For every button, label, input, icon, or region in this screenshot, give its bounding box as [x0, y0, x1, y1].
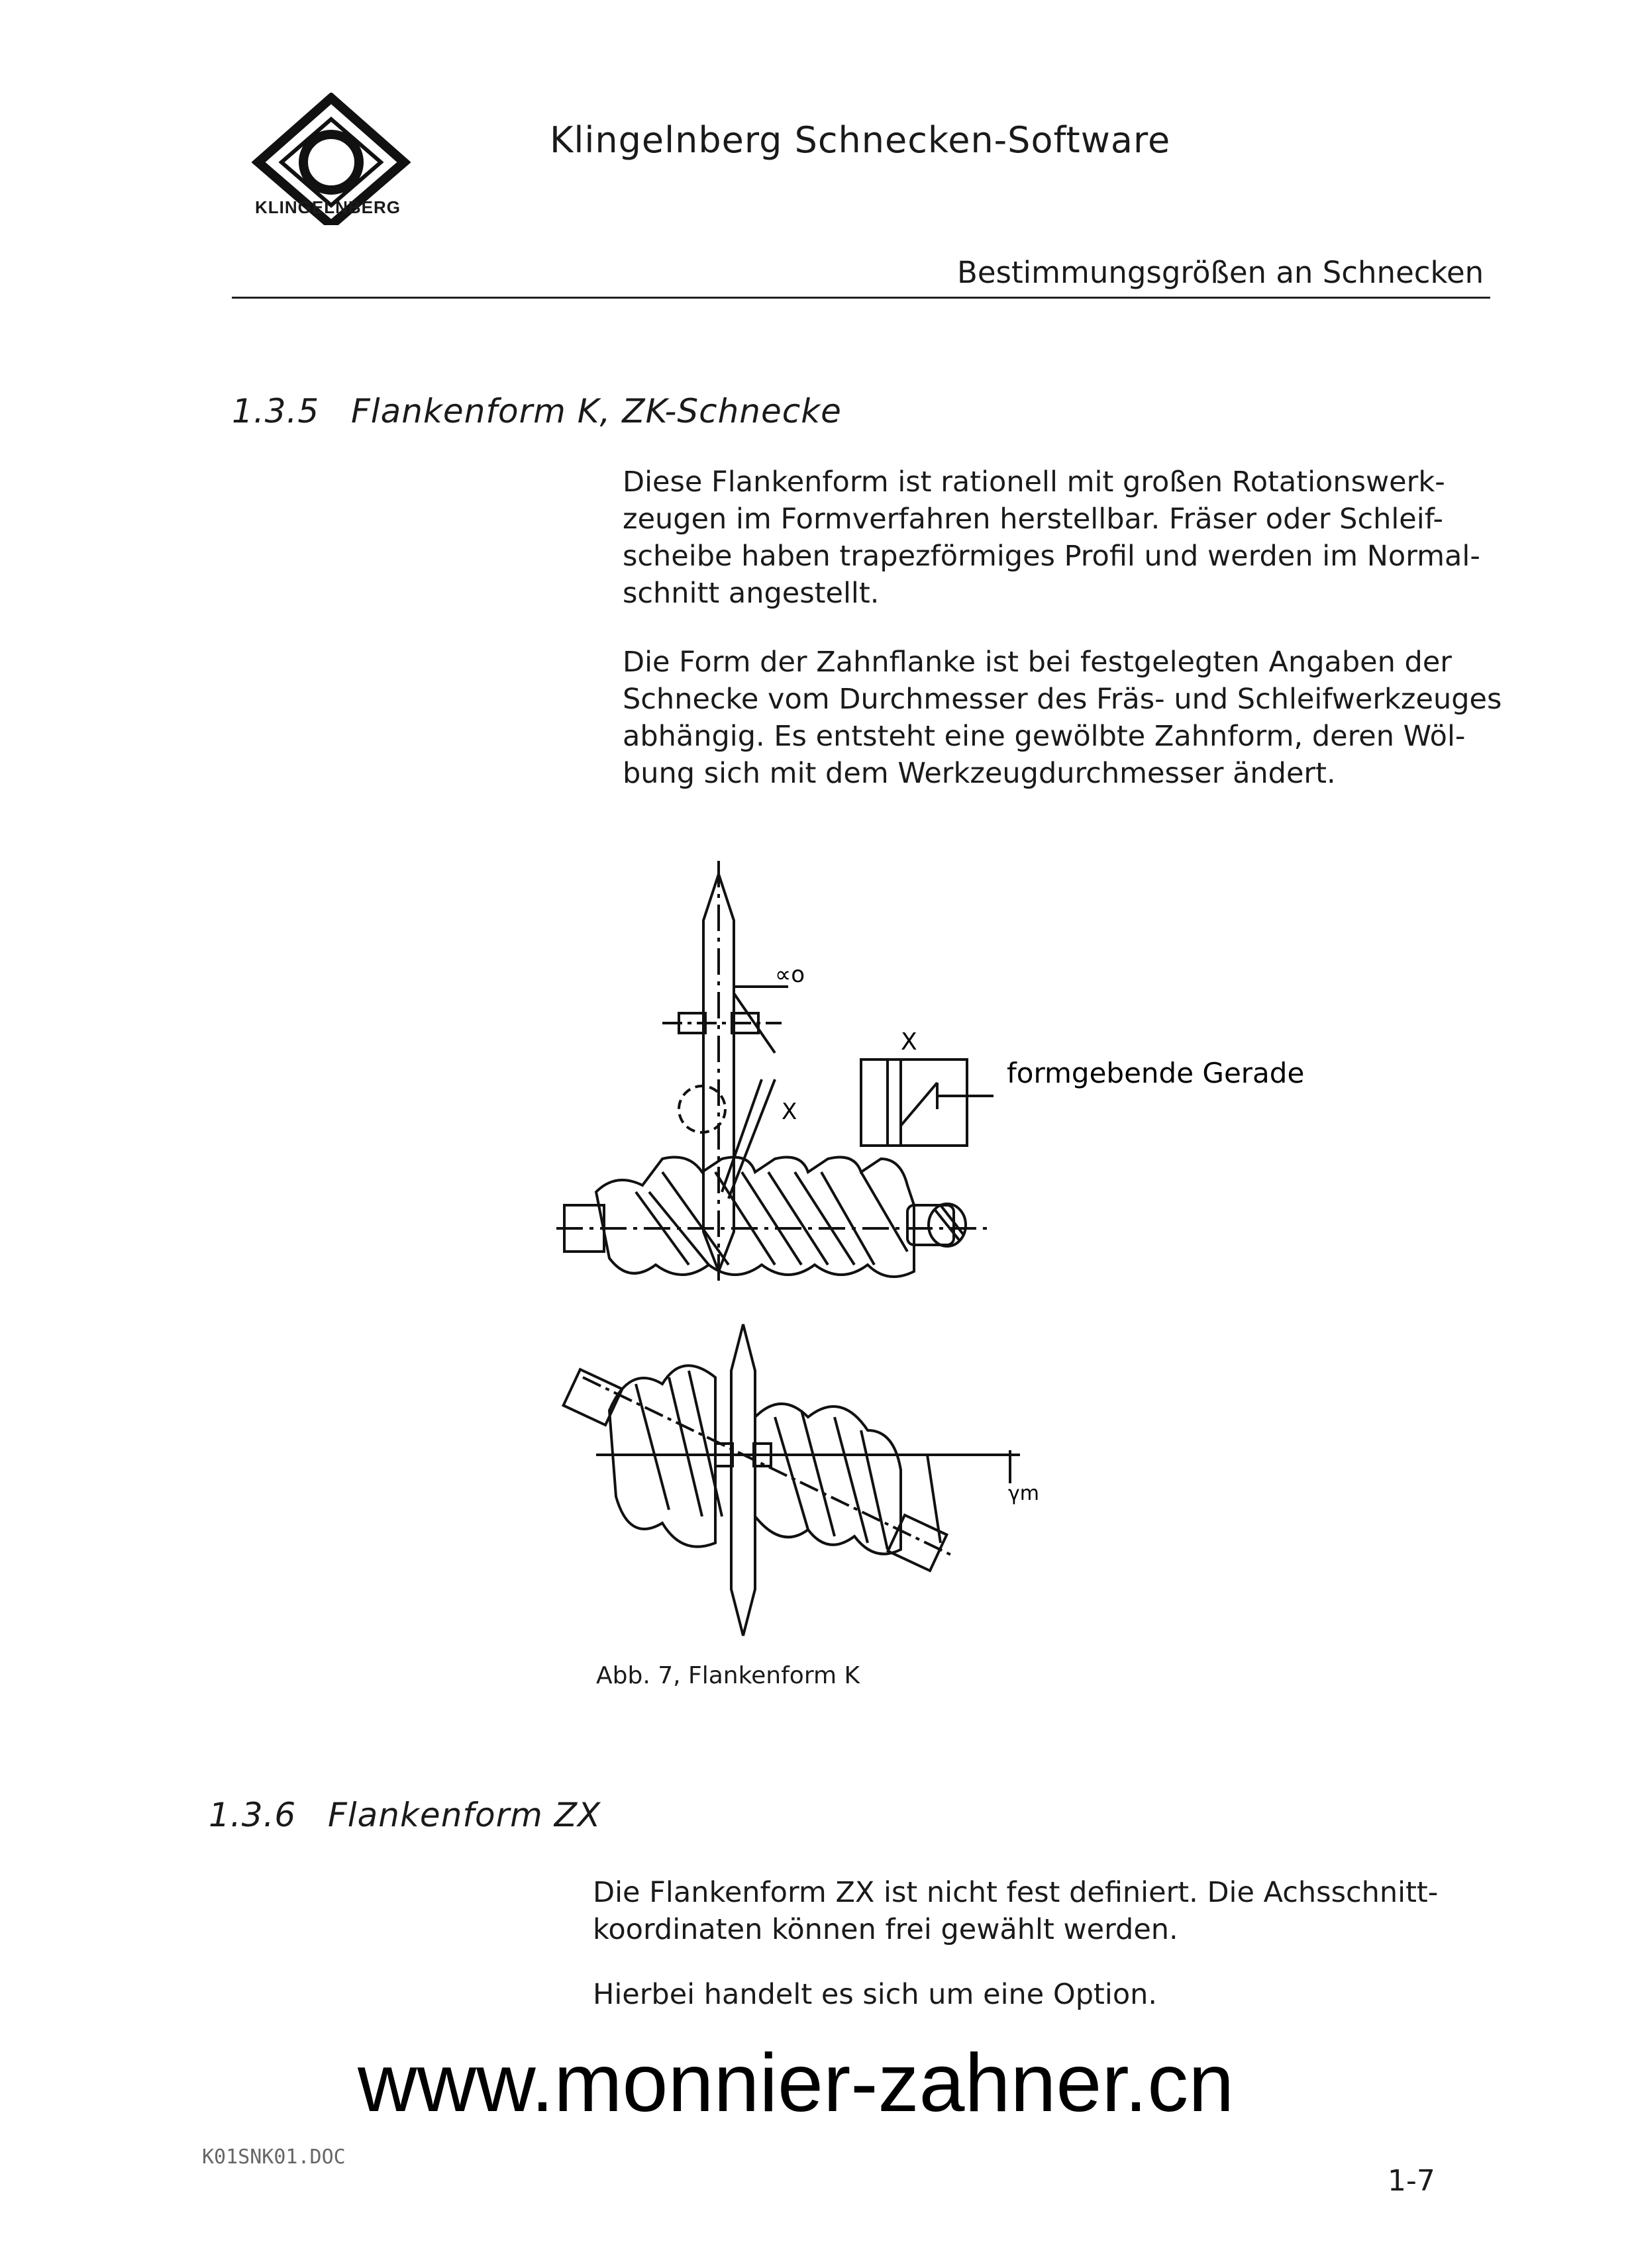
alpha-label: ∝o: [775, 961, 805, 988]
section-heading-136: [209, 1796, 601, 1834]
paragraph: [623, 464, 1484, 612]
watermark-url: www.monnier-zahner.cn: [358, 2038, 1235, 2129]
text-line: scheibe haben trapezförmiges Profil und werden im Normal-: [623, 540, 1480, 573]
paragraph: [593, 1874, 1454, 1948]
logo-wordmark: KLINGELNBERG: [255, 197, 401, 217]
section-title: Flankenform ZX: [328, 1796, 601, 1834]
text-line: Diese Flankenform ist rationell mit großen Rotationswerk-: [623, 466, 1445, 499]
section-title: Flankenform K, ZK-Schnecke: [351, 392, 842, 430]
text-line: schnitt angestellt.: [623, 577, 880, 610]
text-line: Die Form der Zahnflanke ist bei festgelegten Angaben der: [623, 646, 1452, 679]
formgebende-gerade-label: formgebende Gerade: [1007, 1057, 1305, 1089]
text-line: bung sich mit dem Werkzeugdurchmesser ändert.: [623, 757, 1336, 790]
text-line: abhängig. Es entsteht eine gewölbte Zahnform, deren Wöl-: [623, 720, 1466, 753]
app-title: Klingelnberg Schnecken-Software: [550, 119, 1171, 161]
page-number: 1-7: [1388, 2164, 1435, 2198]
document-code: K01SNK01.DOC: [202, 2145, 346, 2169]
header-divider: [232, 297, 1490, 299]
text-line: Hierbei handelt es sich um eine Option.: [593, 1978, 1158, 2011]
text-line: koordinaten können frei gewählt werden.: [593, 1913, 1178, 1946]
section-number: 1.3.6: [209, 1796, 297, 1834]
text-line: Die Flankenform ZX ist nicht fest definiert. Die Achsschnitt-: [593, 1876, 1439, 1909]
x-label: X: [901, 1028, 917, 1056]
figure-caption: Abb. 7, Flankenform K: [596, 1662, 860, 1689]
x-label: X: [782, 1099, 797, 1125]
section-header: Bestimmungsgrößen an Schnecken: [957, 255, 1484, 290]
text-line: Schnecke vom Durchmesser des Fräs- und Schleifwerkzeuges: [623, 683, 1502, 716]
paragraph: [593, 1976, 1454, 2013]
section-number: 1.3.5: [232, 392, 320, 430]
disc-tool-lower: [731, 1324, 755, 1636]
gamma-label: γm: [1008, 1482, 1039, 1505]
paragraph: [623, 644, 1502, 792]
text-line: zeugen im Formverfahren herstellbar. Fräser oder Schleif-: [623, 503, 1444, 536]
flankenform-k-figure: [556, 861, 1417, 1655]
section-heading-135: [232, 392, 842, 430]
